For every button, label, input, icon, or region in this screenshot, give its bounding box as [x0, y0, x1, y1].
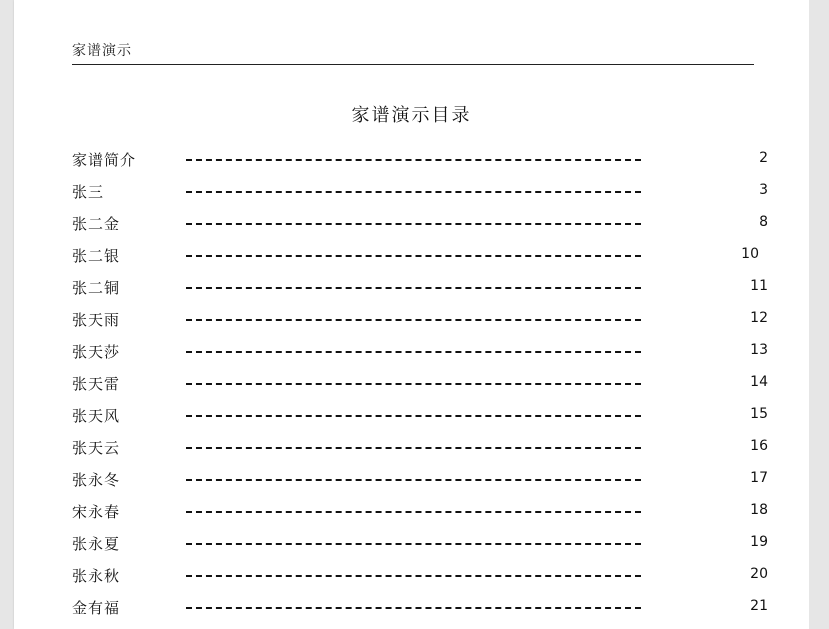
header-rule	[72, 64, 754, 65]
toc-entry-page: 19	[750, 534, 768, 550]
toc-entry-name: 张二金	[72, 215, 121, 233]
toc-entry-page: 21	[750, 598, 768, 614]
toc-entry-page: 15	[750, 406, 768, 422]
toc-entry-name: 张二铜	[72, 279, 121, 297]
toc-entry[interactable]	[14, 207, 809, 239]
toc-entry-page: 18	[750, 502, 768, 518]
toc-leader	[186, 191, 641, 193]
toc-entry[interactable]	[14, 303, 809, 335]
toc-entry-name: 张天雨	[72, 311, 121, 329]
toc-entry[interactable]	[14, 399, 809, 431]
toc-leader	[186, 447, 641, 449]
document-page	[14, 0, 809, 629]
toc-entry-page: 10	[741, 246, 759, 262]
toc-entry[interactable]	[14, 463, 809, 495]
toc-entry-page: 20	[750, 566, 768, 582]
toc-entry-name: 宋永春	[72, 503, 121, 521]
toc-entry[interactable]	[14, 495, 809, 527]
toc-entry-page: 8	[759, 214, 768, 230]
toc-entry-page: 13	[750, 342, 768, 358]
toc-entry[interactable]	[14, 559, 809, 591]
toc-entry-page: 17	[750, 470, 768, 486]
toc-entry-name: 金有福	[72, 599, 121, 617]
toc-entry-name: 张天风	[72, 407, 121, 425]
toc-entry[interactable]	[14, 143, 809, 175]
toc-entry[interactable]	[14, 271, 809, 303]
toc-entry-name: 张永冬	[72, 471, 121, 489]
toc-entry[interactable]	[14, 527, 809, 559]
toc-leader	[186, 287, 641, 289]
toc-leader	[186, 543, 641, 545]
toc-entry-page: 3	[759, 182, 768, 198]
toc-entry[interactable]	[14, 591, 809, 623]
toc-entry[interactable]	[14, 239, 809, 271]
toc-leader	[186, 383, 641, 385]
toc-leader	[186, 607, 641, 609]
toc-title: 家谱演示目录	[351, 105, 472, 126]
toc-entry-name: 家谱简介	[72, 151, 137, 169]
toc-entry-name: 张天莎	[72, 343, 121, 361]
toc-entry-name: 张三	[72, 183, 105, 201]
toc-leader	[186, 351, 641, 353]
toc-leader	[186, 159, 641, 161]
toc-entry-page: 16	[750, 438, 768, 454]
toc-leader	[186, 479, 641, 481]
toc-entry-page: 14	[750, 374, 768, 390]
toc-entry[interactable]	[14, 175, 809, 207]
toc-entry-page: 2	[759, 150, 768, 166]
toc-leader	[186, 319, 641, 321]
toc-leader	[186, 415, 641, 417]
toc-entry[interactable]	[14, 335, 809, 367]
toc-leader	[186, 255, 641, 257]
toc-entry[interactable]	[14, 431, 809, 463]
toc-leader	[186, 575, 641, 577]
toc-entry-name: 张二银	[72, 247, 121, 265]
toc-leader	[186, 223, 641, 225]
page-header: 家谱演示	[72, 43, 132, 59]
scroll-gutter[interactable]	[809, 0, 829, 629]
toc-entry[interactable]	[14, 367, 809, 399]
toc-list	[14, 143, 809, 623]
toc-entry-page: 12	[750, 310, 768, 326]
toc-leader	[186, 511, 641, 513]
toc-entry-name: 张天云	[72, 439, 121, 457]
toc-entry-page: 11	[750, 278, 768, 294]
toc-entry-name: 张永夏	[72, 535, 121, 553]
toc-entry-name: 张永秋	[72, 567, 121, 585]
toc-entry-name: 张天雷	[72, 375, 121, 393]
